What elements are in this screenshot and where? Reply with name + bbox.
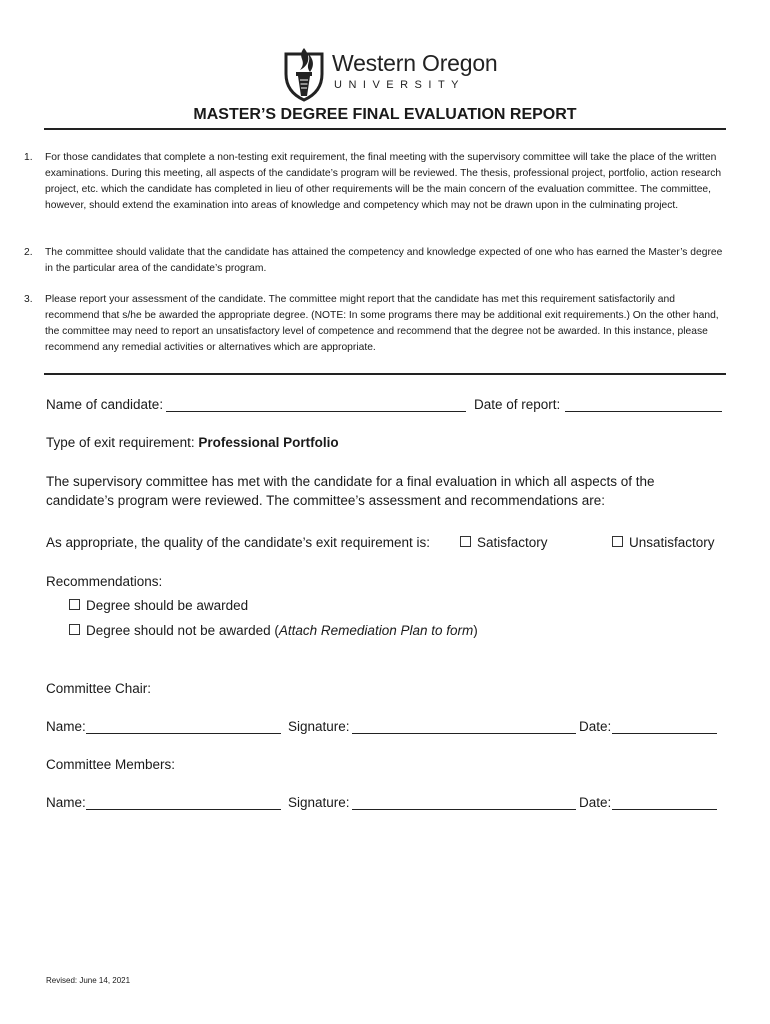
instruction-number: 3. xyxy=(24,294,33,305)
candidate-name-field[interactable] xyxy=(166,411,466,412)
member-date-field[interactable] xyxy=(612,809,717,810)
logo-line2: UNIVERSITY xyxy=(334,79,466,91)
member-name-label: Name: xyxy=(46,795,86,810)
member-date-label: Date: xyxy=(579,795,612,810)
revision-date: Revised: June 14, 2021 xyxy=(46,976,131,985)
instruction-number: 2. xyxy=(24,247,33,258)
satisfactory-checkbox[interactable] xyxy=(460,536,471,547)
instruction-text: Please report your assessment of the candidate. The committee might report that the candidate has met this requirement satisfactorily and recommend that s/he be awarded the appropriate degree. (NOTE: In some programs there may be additional exit requirements.) On the other hand, the committee may need to report an unsatisfactory level of competence and recommend that the degree not be awarded. In this instance, please recommend any remedial activities or alternatives which are appropriate. xyxy=(45,294,719,353)
recommendations-label: Recommendations: xyxy=(46,574,163,589)
instruction-item-2 xyxy=(24,245,724,277)
instruction-item-1 xyxy=(24,150,724,230)
unsatisfactory-checkbox[interactable] xyxy=(612,536,623,547)
chair-signature-label: Signature: xyxy=(288,719,350,734)
report-date-field[interactable] xyxy=(565,411,722,412)
rec-awarded-checkbox[interactable] xyxy=(69,599,80,610)
university-logo xyxy=(282,44,502,104)
unsatisfactory-option[interactable] xyxy=(612,535,715,550)
title-divider xyxy=(44,128,726,130)
instruction-item-3 xyxy=(24,292,724,356)
chair-name-label: Name: xyxy=(46,719,86,734)
satisfactory-option[interactable] xyxy=(460,535,548,550)
rec-not-awarded-suffix: ) xyxy=(473,623,478,638)
rec-awarded-option[interactable] xyxy=(69,598,248,613)
rec-not-awarded-italic: Attach Remediation Plan to form xyxy=(278,623,474,638)
chair-date-field[interactable] xyxy=(612,733,717,734)
exit-requirement-value: Professional Portfolio xyxy=(198,435,339,450)
chair-signature-field[interactable] xyxy=(352,733,576,734)
report-date-label: Date of report: xyxy=(474,397,561,412)
torch-shield-icon xyxy=(282,44,326,102)
page-title: MASTER’S DEGREE FINAL EVALUATION REPORT xyxy=(193,106,577,123)
committee-statement: The supervisory committee has met with the candidate for a final evaluation in which all aspects of the candidate’s program were reviewed. The committee’s assessment and recommendations are: xyxy=(46,474,655,508)
member-name-field[interactable] xyxy=(86,809,281,810)
member-signature-label: Signature: xyxy=(288,795,350,810)
section-divider xyxy=(44,373,726,375)
chair-name-field[interactable] xyxy=(86,733,281,734)
rec-not-awarded-prefix: Degree should not be awarded ( xyxy=(86,623,279,638)
rec-not-awarded-checkbox[interactable] xyxy=(69,624,80,635)
committee-members-label: Committee Members: xyxy=(46,757,176,772)
exit-requirement xyxy=(46,435,339,450)
quality-label: As appropriate, the quality of the candidate’s exit requirement is: xyxy=(46,535,430,550)
member-signature-field[interactable] xyxy=(352,809,576,810)
instruction-text: The committee should validate that the candidate has attained the competency and knowledge expected of one who has earned the Master’s degree in the particular area of the candidate’s program. xyxy=(45,247,723,274)
committee-chair-label: Committee Chair: xyxy=(46,681,152,696)
logo-line1: Western Oregon xyxy=(332,50,498,76)
rec-not-awarded-option[interactable] xyxy=(69,623,478,638)
rec-awarded-label: Degree should be awarded xyxy=(86,598,249,613)
instruction-number: 1. xyxy=(24,152,33,163)
exit-requirement-label: Type of exit requirement: xyxy=(46,435,199,450)
candidate-name-label: Name of candidate: xyxy=(46,397,164,412)
satisfactory-label: Satisfactory xyxy=(477,535,548,550)
unsatisfactory-label: Unsatisfactory xyxy=(629,535,715,550)
chair-date-label: Date: xyxy=(579,719,612,734)
instruction-text: For those candidates that complete a non-testing exit requirement, the final meeting with the supervisory committee will take the place of the written examinations. During this meeting, all aspects of the candidate’s program will be reviewed. The thesis, professional project, portfolio, action research project, etc. which the candidate has completed in lieu of other requirements will be the main concern of the evaluation committee. The committee, however, should extend the examination into areas of knowledge and competency which may not be drawn upon in the culminating project. xyxy=(45,152,722,211)
